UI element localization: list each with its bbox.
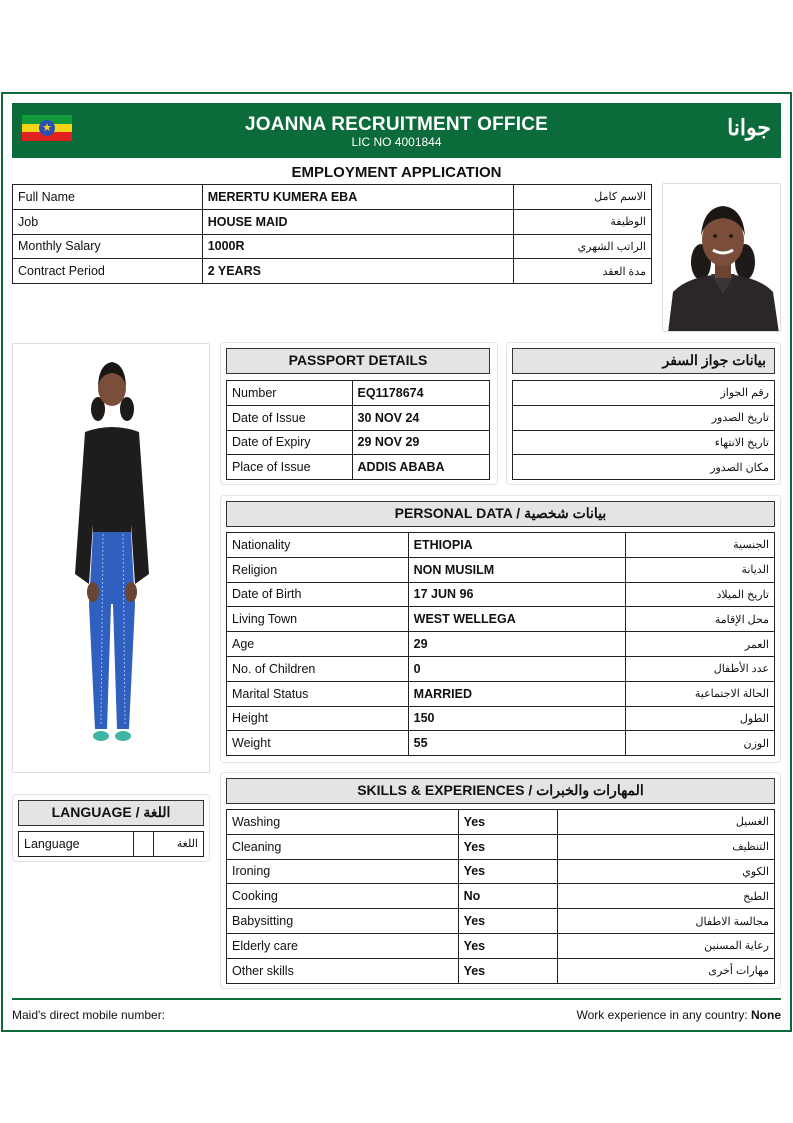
work-experience-label: Work experience in any country: [576, 1008, 748, 1022]
work-experience-field [576, 1008, 781, 1022]
table-row [13, 209, 652, 234]
mobile-number-field [12, 1008, 165, 1022]
office-title: JOANNA RECRUITMENT OFFICE [244, 114, 549, 135]
row-value: MERERTU KUMERA EBA [202, 185, 513, 210]
application-title: EMPLOYMENT APPLICATION [291, 164, 502, 181]
language-arabic-label: اللغة [154, 832, 204, 857]
language-value [134, 832, 154, 857]
table-row [227, 909, 775, 934]
passport-title: PASSPORT DETAILS [226, 348, 490, 374]
row-arabic-label: رعاية المسنين [558, 933, 775, 958]
row-label: Number [227, 381, 353, 406]
row-arabic-label: رقم الجواز [513, 381, 775, 406]
row-arabic-label: الغسيل [558, 810, 775, 835]
row-label: Full Name [13, 185, 203, 210]
row-arabic-label: تاريخ الصدور [513, 405, 775, 430]
skills-title: SKILLS & EXPERIENCES / المهارات والخبرات [226, 778, 775, 804]
header-banner [12, 103, 781, 158]
language-title: LANGUAGE / اللغة [18, 800, 204, 826]
table-row [227, 706, 775, 731]
table-row [227, 810, 775, 835]
passport-table [226, 380, 490, 480]
row-value: NON MUSILM [408, 557, 626, 582]
skills-table [226, 809, 775, 984]
table-row [227, 533, 775, 558]
table-row [227, 656, 775, 681]
table-row [227, 681, 775, 706]
row-label: Living Town [227, 607, 409, 632]
basic-info-table [12, 184, 652, 284]
row-value: 29 [408, 632, 626, 657]
row-label: Height [227, 706, 409, 731]
mobile-number-label: Maid's direct mobile number: [12, 1008, 166, 1022]
table-row [227, 933, 775, 958]
table-row [227, 607, 775, 632]
row-value: MARRIED [408, 681, 626, 706]
row-value: Yes [458, 933, 558, 958]
row-label: Ironing [227, 859, 459, 884]
table-row [13, 234, 652, 259]
row-value: 150 [408, 706, 626, 731]
table-row [13, 259, 652, 284]
portrait-photo [662, 183, 781, 332]
row-label: Job [13, 209, 203, 234]
passport-arabic-title: بيانات جواز السفر [512, 348, 775, 374]
table-row [13, 185, 652, 210]
row-value: EQ1178674 [352, 381, 489, 406]
full-body-figure-icon [13, 344, 210, 773]
table-row [227, 859, 775, 884]
table-row [227, 834, 775, 859]
row-value: 29 NOV 29 [352, 430, 489, 455]
language-table [18, 831, 204, 857]
row-value: Yes [458, 810, 558, 835]
table-row [227, 884, 775, 909]
table-row [513, 455, 775, 480]
table-row [227, 632, 775, 657]
row-label: Date of Issue [227, 405, 353, 430]
row-arabic-label: الوظيفة [514, 209, 652, 234]
row-value: Yes [458, 834, 558, 859]
personal-data-table [226, 532, 775, 756]
personal-data-title: PERSONAL DATA / بيانات شخصية [226, 501, 775, 527]
row-label: Weight [227, 731, 409, 756]
row-arabic-label: العمر [626, 632, 775, 657]
table-row [513, 430, 775, 455]
portrait-figure-icon [663, 184, 781, 332]
row-label: Place of Issue [227, 455, 353, 480]
row-label: Cooking [227, 884, 459, 909]
row-arabic-label: الجنسية [626, 533, 775, 558]
row-arabic-label: الحالة الاجتماعية [626, 681, 775, 706]
row-label: Religion [227, 557, 409, 582]
table-row [513, 405, 775, 430]
row-arabic-label: الطبخ [558, 884, 775, 909]
row-arabic-label: عدد الأطفال [626, 656, 775, 681]
row-value: No [458, 884, 558, 909]
table-row [227, 582, 775, 607]
row-label: Date of Expiry [227, 430, 353, 455]
row-arabic-label: الطول [626, 706, 775, 731]
row-arabic-label: مهارات أخرى [558, 958, 775, 983]
row-label: Contract Period [13, 259, 203, 284]
row-value: 55 [408, 731, 626, 756]
row-arabic-label: الراتب الشهري [514, 234, 652, 259]
row-label: Age [227, 632, 409, 657]
table-row [513, 381, 775, 406]
language-label: Language [19, 832, 134, 857]
row-label: Babysitting [227, 909, 459, 934]
table-row [227, 958, 775, 983]
table-row [227, 731, 775, 756]
full-body-photo [12, 343, 210, 773]
row-arabic-label: مجالسة الاطفال [558, 909, 775, 934]
row-arabic-label: تاريخ الانتهاء [513, 430, 775, 455]
row-arabic-label: الديانة [626, 557, 775, 582]
license-number: LIC NO 4001844 [351, 135, 442, 149]
row-arabic-label: الوزن [626, 731, 775, 756]
row-value: ADDIS ABABA [352, 455, 489, 480]
row-label: Nationality [227, 533, 409, 558]
row-value: 1000R [202, 234, 513, 259]
row-label: Cleaning [227, 834, 459, 859]
row-value: 0 [408, 656, 626, 681]
table-row [227, 557, 775, 582]
row-value: 17 JUN 96 [408, 582, 626, 607]
row-value: Yes [458, 958, 558, 983]
row-value: HOUSE MAID [202, 209, 513, 234]
row-label: Monthly Salary [13, 234, 203, 259]
row-value: 30 NOV 24 [352, 405, 489, 430]
row-arabic-label: الكوي [558, 859, 775, 884]
footer-divider [12, 998, 781, 1000]
row-arabic-label: التنظيف [558, 834, 775, 859]
row-label: Other skills [227, 958, 459, 983]
arabic-logo: جوانا [727, 115, 771, 140]
table-row [227, 430, 490, 455]
row-value: 2 YEARS [202, 259, 513, 284]
row-arabic-label: الاسم كامل [514, 185, 652, 210]
row-label: No. of Children [227, 656, 409, 681]
row-arabic-label: مدة العقد [514, 259, 652, 284]
row-value: ETHIOPIA [408, 533, 626, 558]
row-label: Date of Birth [227, 582, 409, 607]
row-label: Marital Status [227, 681, 409, 706]
language-row [19, 832, 204, 857]
row-value: WEST WELLEGA [408, 607, 626, 632]
row-value: Yes [458, 909, 558, 934]
star-emblem-icon: ★ [39, 120, 55, 136]
passport-arabic-table [512, 380, 775, 480]
work-experience-value: None [751, 1008, 781, 1022]
table-row [227, 405, 490, 430]
row-label: Washing [227, 810, 459, 835]
row-label: Elderly care [227, 933, 459, 958]
row-value: Yes [458, 859, 558, 884]
table-row [227, 381, 490, 406]
table-row [227, 455, 490, 480]
row-arabic-label: مكان الصدور [513, 455, 775, 480]
row-arabic-label: محل الإقامة [626, 607, 775, 632]
row-arabic-label: تاريخ الميلاد [626, 582, 775, 607]
